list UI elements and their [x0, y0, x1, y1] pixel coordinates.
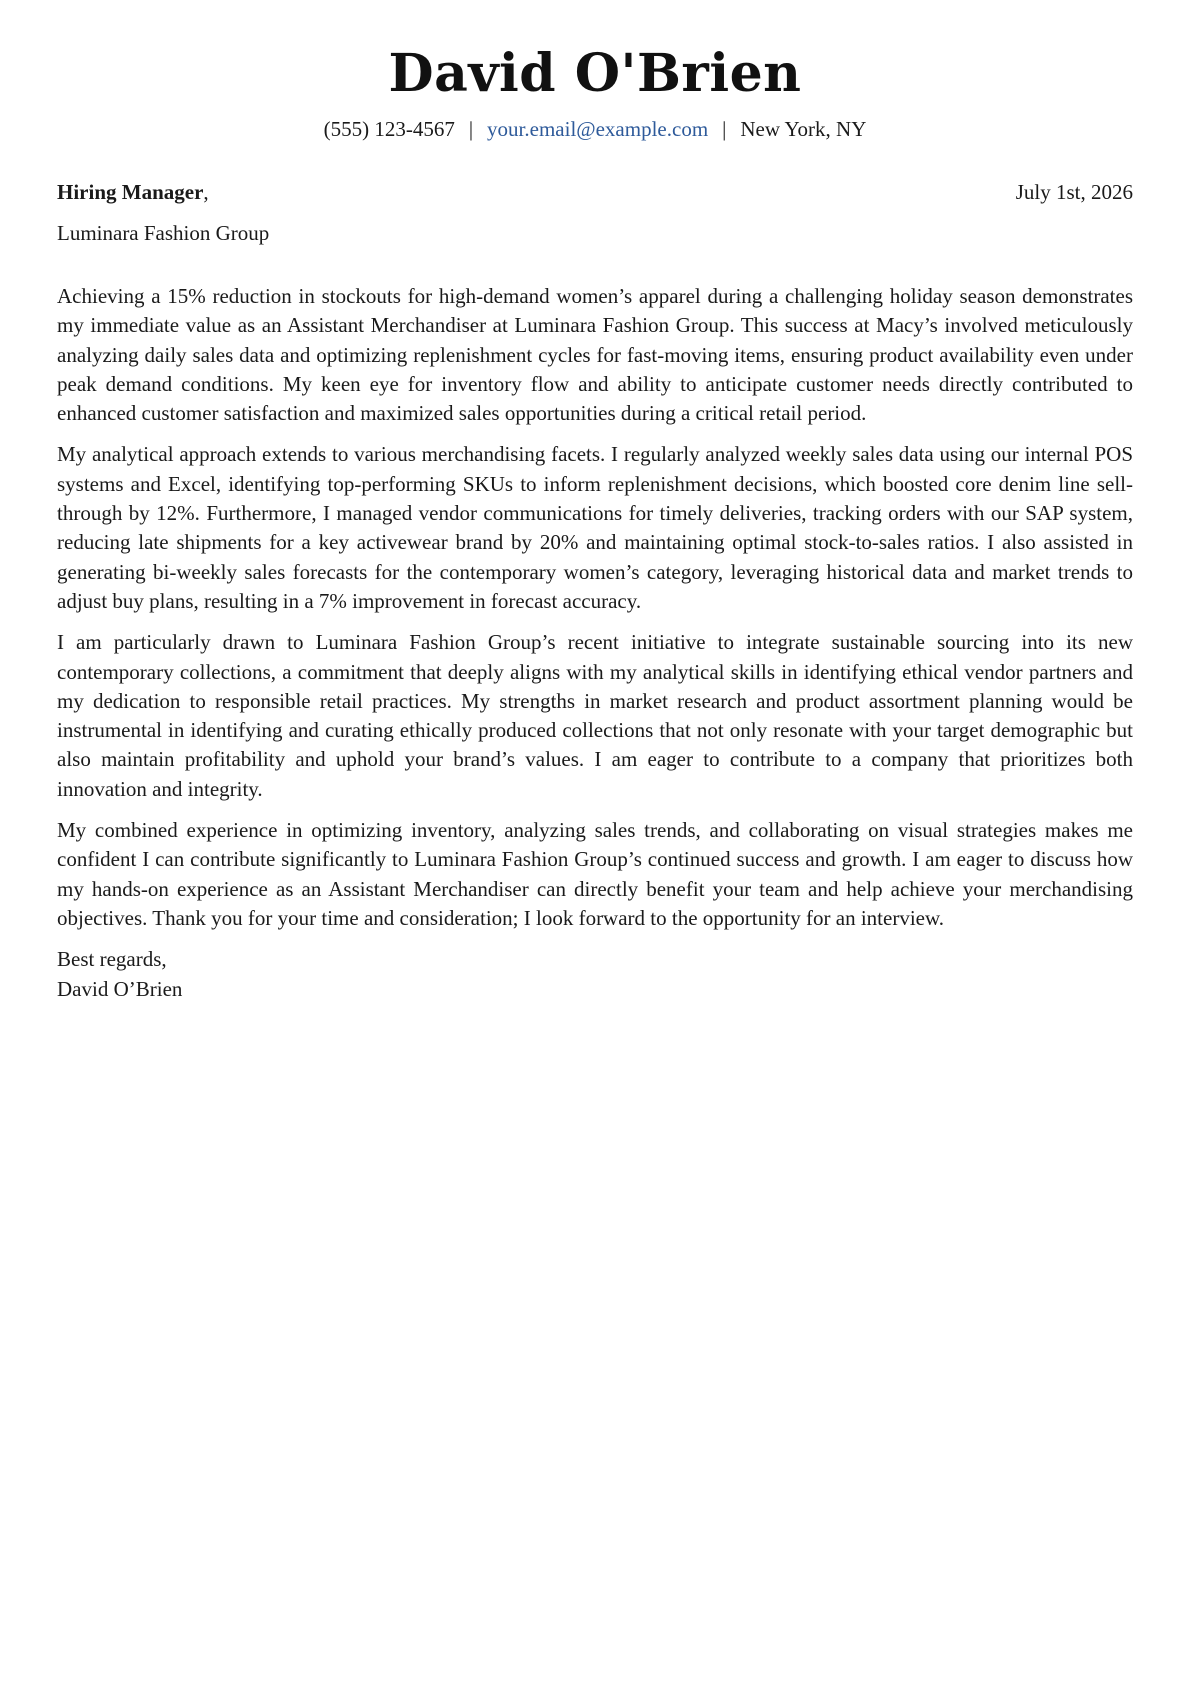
recipient-title: Hiring Manager — [57, 180, 204, 204]
email-link[interactable]: your.email@example.com — [487, 117, 709, 141]
body-paragraph: My analytical approach extends to various merchandising facets. I regularly analyzed weekly sales data using our internal POS systems and Excel, identifying top-performing SKUs to inform replenishment decisions, which boosted core denim line sell-through by 12%. Furthermore, I managed vendor communications for timely deliveries, tracking orders with our SAP system, reducing late shipments for a key activewear brand by 20% and maintaining optimal stock-to-sales ratios. I also assisted in generating bi-weekly sales forecasts for the contemporary women’s category, leveraging historical data and market trends to adjust buy plans, resulting in a 7% improvement in forecast accuracy. — [57, 442, 1133, 613]
letter-date: July 1st, 2026 — [1015, 180, 1133, 204]
closing-phrase: Best regards, — [57, 947, 167, 972]
body-paragraph: I am particularly drawn to Luminara Fashion Group’s recent initiative to integrate sustainable sourcing into its new contemporary collections, a commitment that deeply aligns with my analytical skills in identifying ethical vendor partners and my dedication to responsible retail practices. My strengths in market research and product assortment planning would be instrumental in identifying and curating ethically produced collections that not only resonate with your target demographic but also maintain profitability and uphold your brand’s values. I am eager to contribute to a company that prioritizes both innovation and integrity. — [57, 630, 1133, 801]
letter-body — [57, 282, 1133, 1004]
applicant-name: David O'Brien — [388, 43, 802, 104]
contact-line — [0, 115, 1190, 143]
recipient-title-suffix: , — [203, 180, 209, 204]
contact-separator: | — [468, 117, 474, 141]
recipient-title-line — [57, 178, 1133, 207]
letter-closing — [57, 945, 1133, 1004]
recipient-company: Luminara Fashion Group — [57, 221, 270, 245]
body-paragraph: My combined experience in optimizing inventory, analyzing sales trends, and collaborating on visual strategies makes me confident I can contribute significantly to Luminara Fashion Group’s continued success and growth. I am eager to discuss how my hands-on experience as an Assistant Merchandiser can directly benefit your team and help achieve your merchandising objectives. Thank you for your time and consideration; I look forward to the opportunity for an interview. — [57, 818, 1133, 930]
location: New York, NY — [740, 117, 867, 141]
body-paragraph: Achieving a 15% reduction in stockouts for high-demand women’s apparel during a challenging holiday season demonstrates my immediate value as an Assistant Merchandiser at Luminara Fashion Group. This success at Macy’s involved meticulously analyzing daily sales data and optimizing replenishment cycles for fast-moving items, ensuring product availability even under peak demand conditions. My keen eye for inventory flow and ability to anticipate customer needs directly contributed to enhanced customer satisfaction and maximized sales opportunities during a critical retail period. — [57, 284, 1133, 426]
signature: David O’Brien — [57, 976, 183, 1001]
phone-number: (555) 123-4567 — [323, 117, 455, 141]
contact-separator: | — [722, 117, 727, 141]
